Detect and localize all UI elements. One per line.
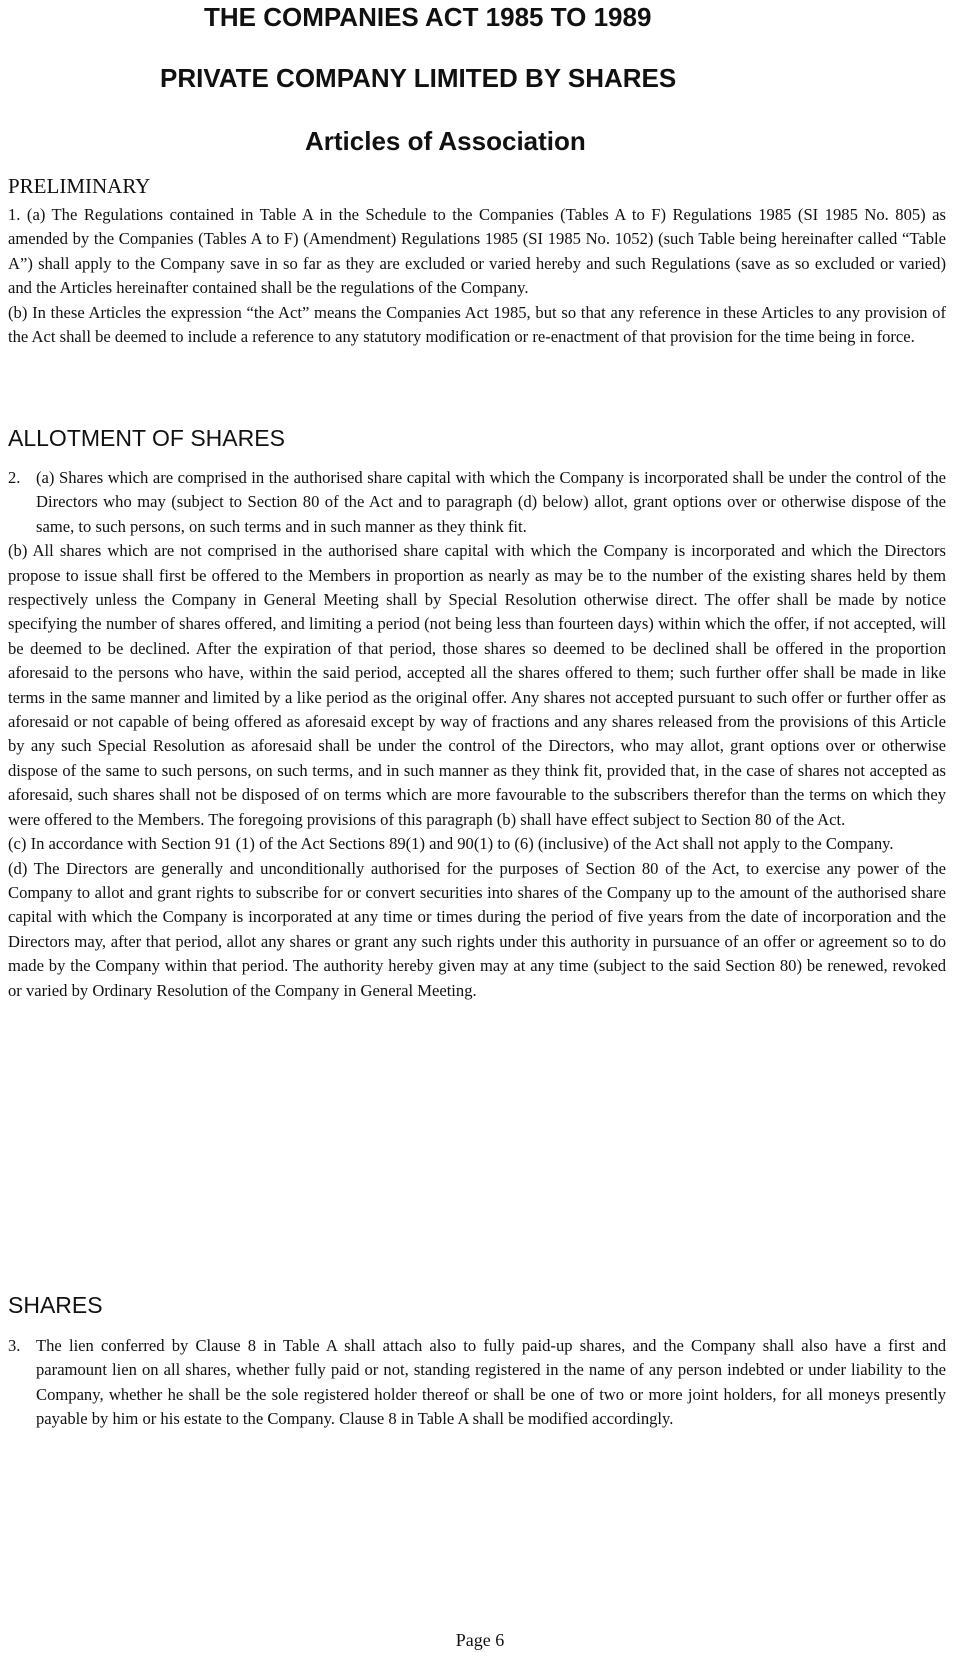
- article-3-number: 3.: [8, 1336, 21, 1355]
- article-2-number: 2.: [8, 468, 21, 487]
- article-2b: (b) All shares which are not comprised in the authorised share capital with which the Company is incorporated and which the Directors propose to issue shall first be offered to the Members in proportion as nearly as may be to the number of the existing shares held by them respectively unless the Company in General Meeting shall by Special Resolution otherwise direct. The offer shall be made by notice specifying the number of shares offered, and limiting a period (not being less than fourteen days) within which the offer, if not accepted, will be deemed to be declined. After the expiration of that period, those shares so deemed to be declined shall be offered in the proportion aforesaid to the persons who have, within the said period, accepted all the shares offered to them; such further offer shall be made in like terms in the same manner and limited by a like period as the original offer. Any shares not accepted pursuant to such offer or further offer as aforesaid or not capable of being offered as aforesaid except by way of fractions and any shares released from the provisions of this Article by any such Special Resolution as aforesaid shall be under the control of the Directors, who may allot, grant options over or otherwise dispose of the same to such persons, on such terms, and in such manner as they think fit, provided that, in the case of shares not accepted as aforesaid, such shares shall not be disposed of on terms which are more favourable to the subscribers therefor than the terms on which they were offered to the Members. The foregoing provisions of this paragraph (b) shall have effect subject to Section 80 of the Act.: [8, 541, 946, 829]
- article-1b: (b) In these Articles the expression “the Act” means the Companies Act 1985, but so that any reference in these Articles to any provision of the Act shall be deemed to include a reference to any statutory modification or re-enactment of that provision for the time being in force.: [8, 302, 946, 347]
- articles-heading: Articles of Association: [305, 126, 586, 156]
- allotment-section: [8, 466, 946, 1003]
- document-title: THE COMPANIES ACT 1985 TO 1989: [204, 2, 652, 32]
- article-3-body: The lien conferred by Clause 8 in Table A shall attach also to fully paid-up shares, and the Company shall also have a first and paramount lien on all shares, whether fully paid or not, standing registered in the name of any person indebted or under liability to the Company, whether he shall be the sole registered holder thereof or shall be one of two or more joint holders, for all moneys presently payable by him or his estate to the Company. Clause 8 in Table A shall be modified accordingly.: [36, 1336, 946, 1429]
- article-1a: 1. (a) The Regulations contained in Table A in the Schedule to the Companies (Tables A to F) Regulations 1985 (SI 1985 No. 805) as amended by the Companies (Tables A to F) (Amendment) Regulations 1985 (SI 1985 No. 1052) (such Table being hereinafter called “Table A”) shall apply to the Company save in so far as they are excluded or varied hereby and such Regulations (save as so excluded or varied) and the Articles hereinafter contained shall be the regulations of the Company.: [8, 205, 946, 298]
- shares-heading: SHARES: [8, 1292, 103, 1318]
- article-2d: (d) The Directors are generally and unconditionally authorised for the purposes of Section 80 of the Act, to exercise any power of the Company to allot and grant rights to subscribe for or convert securities into shares of the Company up to the amount of the authorised share capital with which the Company is incorporated at any time or times during the period of five years from the date of incorporation and the Directors may, after that period, allot any shares or grant any such rights under this authority in pursuance of an offer or agreement so to do made by the Company within that period. The authority hereby given may at any time (subject to the said Section 80) be renewed, revoked or varied by Ordinary Resolution of the Company in General Meeting.: [8, 858, 946, 1000]
- article-2a: (a) Shares which are comprised in the authorised share capital with which the Company is incorporated shall be under the control of the Directors who may (subject to Section 80 of the Act and to paragraph (d) below) allot, grant options over or otherwise dispose of the same, to such persons, on such terms and in such manner as they think fit.: [36, 468, 946, 536]
- article-2-body: [36, 466, 946, 539]
- allotment-heading: ALLOTMENT OF SHARES: [8, 425, 285, 451]
- article-2c: (c) In accordance with Section 91 (1) of the Act Sections 89(1) and 90(1) to (6) (inclusive) of the Act shall not apply to the Company.: [8, 834, 894, 854]
- shares-section: [8, 1334, 946, 1432]
- article-3: [8, 1334, 946, 1432]
- page-number: Page 6: [455, 1630, 505, 1650]
- preliminary-heading: PRELIMINARY: [8, 174, 151, 198]
- document-subtitle: PRIVATE COMPANY LIMITED BY SHARES: [160, 63, 677, 93]
- article-2: [8, 466, 946, 539]
- preliminary-section: [8, 203, 946, 349]
